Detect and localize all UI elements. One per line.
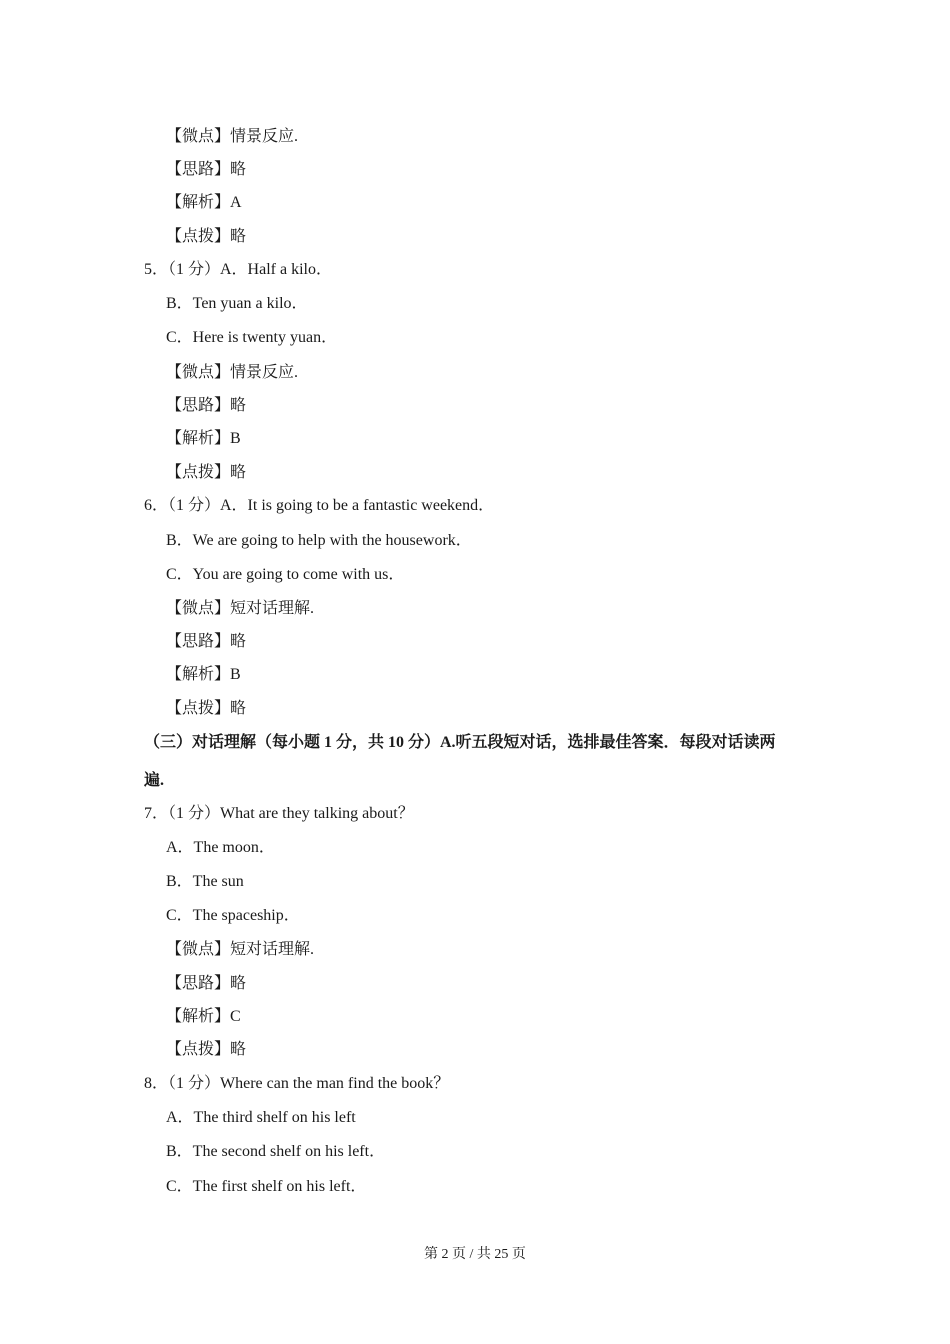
q7-weidian: 【微点】短对话理解. [166,941,315,958]
q6-option-b: B．We are going to help with the housework． [166,532,472,549]
q5-jiexi: 【解析】B [166,430,241,447]
q7-option-c: C．The spaceship． [166,907,300,924]
q4-weidian: 【微点】情景反应. [166,128,299,145]
q4-dianbo: 【点拨】略 [166,228,247,245]
q6-stem: 6．（1 分）A．It is going to be a fantastic weekend． [144,497,495,514]
section-heading-cont: 遍. [144,772,165,789]
q7-stem: 7．（1 分）What are they talking about？ [144,805,414,822]
q5-option-c: C．Here is twenty yuan． [166,329,338,346]
q6-option-c: C．You are going to come with us． [166,566,405,583]
q7-dianbo: 【点拨】略 [166,1041,247,1058]
q6-silu: 【思路】略 [166,633,247,650]
q8-option-b: B．The second shelf on his left． [166,1143,386,1160]
q7-silu: 【思路】略 [166,975,247,992]
q6-dianbo: 【点拨】略 [166,700,247,717]
section-heading: （三）对话理解（每小题 1 分，共 10 分）A.听五段短对话，选排最佳答案．每段对话读两 [144,734,776,751]
page-footer: 第 2 页 / 共 25 页 [424,1247,526,1262]
q7-jiexi: 【解析】C [166,1008,241,1025]
q4-silu: 【思路】略 [166,161,247,178]
q5-stem: 5．（1 分）A．Half a kilo． [144,261,332,278]
q5-weidian: 【微点】情景反应. [166,364,299,381]
q6-jiexi: 【解析】B [166,666,241,683]
q5-option-b: B．Ten yuan a kilo． [166,295,308,312]
q4-jiexi: 【解析】A [166,194,242,211]
q6-weidian: 【微点】短对话理解. [166,600,315,617]
q8-stem: 8．（1 分）Where can the man find the book？ [144,1075,450,1092]
q5-dianbo: 【点拨】略 [166,464,247,481]
q7-option-b: B．The sun [166,873,244,890]
q5-silu: 【思路】略 [166,397,247,414]
q7-option-a: A．The moon． [166,839,275,856]
q8-option-a: A．The third shelf on his left [166,1109,356,1126]
q8-option-c: C．The first shelf on his left． [166,1178,367,1195]
